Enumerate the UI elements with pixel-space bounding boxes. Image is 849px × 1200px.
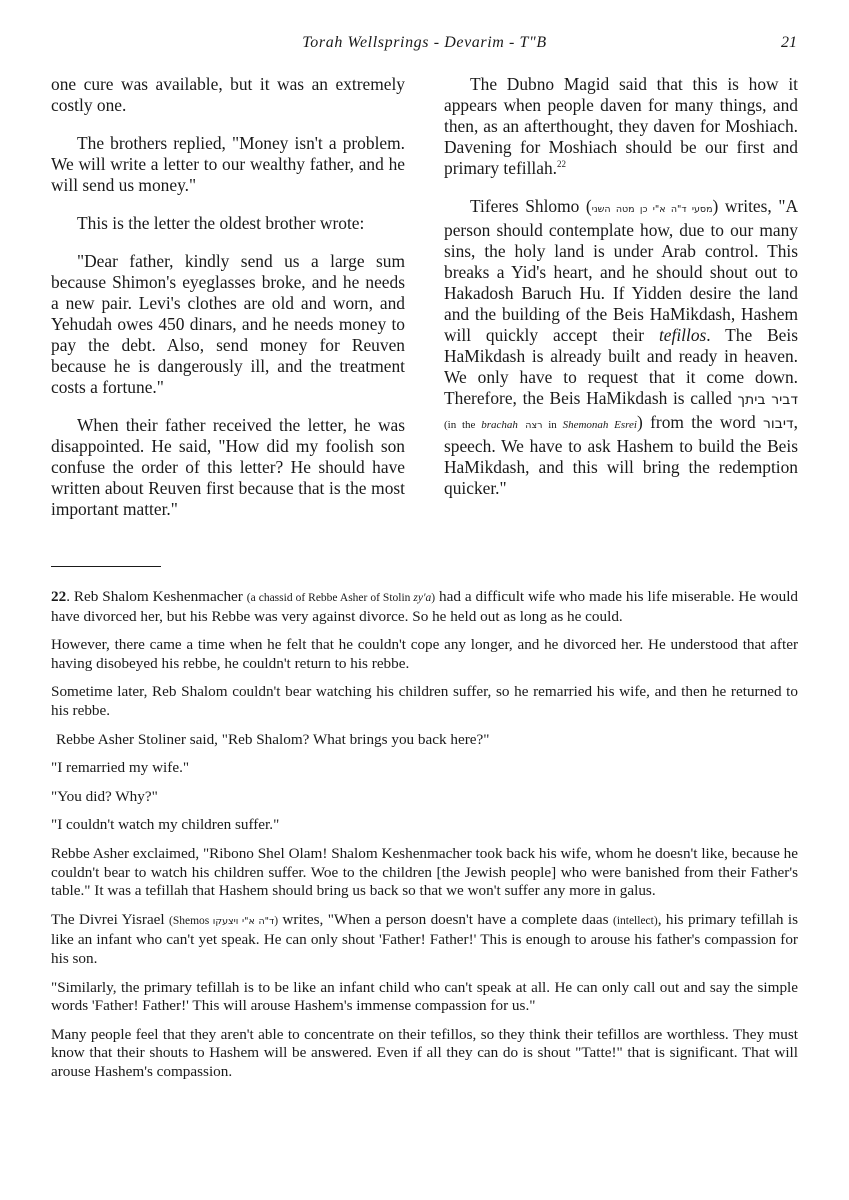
hebrew-term: דביר ביתך: [737, 392, 798, 408]
text-run: had a difficult wife who made his life miserable. He would have divorced her, but his Rebbe was very against divorce. So he held out as long as he could.: [51, 588, 799, 625]
text-run: ): [274, 914, 279, 927]
text-run: writes, "When a person doesn't have a complete daas: [278, 910, 613, 928]
italic-term: brachah: [481, 419, 518, 431]
text-run: Tiferes Shlomo (: [470, 196, 592, 216]
hebrew-source-citation: מסעי ד"ה א"י כן מטה השני: [591, 204, 713, 215]
footnote-separator: [51, 566, 161, 567]
footnote-number: 22: [51, 588, 67, 605]
text-run: ) writes, "A person should contemplate how, due to our many sins, the holy land is under Arab control. This breaks a Yid's heart, and he should shout out to Hakadosh Baruch Hu. If Yidden desire the land and the building of the Beis HaMikdash, Hashem will quickly accept their: [444, 196, 798, 345]
paragraph: [444, 196, 798, 499]
italic-term: tefillos: [658, 325, 707, 345]
footnote-paragraph: [51, 911, 798, 969]
footnote-reference: 22: [557, 159, 566, 170]
footnote-paragraph: Rebbe Asher Stoliner said, "Reb Shalom? What brings you back here?": [56, 730, 490, 748]
hebrew-term: דיבור: [763, 416, 794, 432]
footnote-paragraph: [51, 588, 798, 626]
text-run: ) from the word: [636, 412, 764, 432]
text-run: The Divrei Yisrael: [51, 910, 170, 928]
text-run: (in the: [444, 419, 482, 431]
paragraph: The brothers replied, "Money isn't a problem. We will write a letter to our wealthy father, and he will send us money.": [51, 133, 405, 195]
italic-term: Shemonah Esrei: [562, 419, 637, 431]
paragraph: When their father received the letter, he was disappointed. He said, "How did my foolish son confuse the order of this letter? He should have written about Reuven first because that is the most important matter.": [51, 415, 405, 519]
footnote-paragraph: "I couldn't watch my children suffer.": [51, 816, 280, 834]
hebrew-source-citation: ד"ה א"י ויצעקו: [212, 915, 275, 927]
paragraph: [444, 74, 798, 179]
hebrew-term: רצה: [525, 420, 543, 431]
footnote-paragraph: However, there came a time when he felt that he couldn't cope any longer, and he divorced her. He understood that after having disobeyed his rebbe, he couldn't return to his rebbe.: [51, 636, 798, 672]
footnotes: [51, 588, 798, 1091]
page-number: 21: [781, 34, 797, 51]
text-run: in: [542, 419, 563, 431]
text-run: (a chassid of Rebbe Asher of Stolin: [246, 592, 414, 604]
text-run: , speech. We have to ask Hashem to build the Beis HaMikdash, and this will bring the redemption quicker.": [444, 412, 798, 498]
text-run: , his primary tefillah is like an infant who can't yet speak. He can only shout 'Father! Father!' This is enough to arouse his father's compassion for his son.: [51, 910, 798, 967]
text-run: (Shemos: [169, 914, 213, 927]
text-run: . Reb Shalom Keshenmacher: [66, 588, 247, 605]
left-column: [51, 74, 405, 537]
footnote-paragraph: Rebbe Asher exclaimed, "Ribono Shel Olam! Shalom Keshenmacher took back his wife, whom he doesn't like, because he couldn't bear to watch his children suffer. Woe to the children [the Jewish people] who were banished from their Father's table." It was a tefillah that Hashem should bring us back so that we won't suffer any more in galus.: [51, 844, 798, 900]
footnote-paragraph: "I remarried my wife.": [51, 759, 190, 777]
text-run: ): [431, 592, 436, 604]
footnote-paragraph: Many people feel that they aren't able to concentrate on their tefillos, so they think their tefillos are worthless. They must know that their shouts to Hashem will be answered. Even if all they can do is shout "Tatte!" that is significant. That will arouse Hashem's compassion.: [51, 1025, 798, 1080]
text-run: (intellect): [612, 914, 658, 927]
paragraph: one cure was available, but it was an extremely costly one.: [51, 74, 405, 115]
footnote-paragraph: "You did? Why?": [51, 787, 158, 805]
footnote-paragraph: Sometime later, Reb Shalom couldn't bear watching his children suffer, so he remarried his wife, and then he returned to his rebbe.: [51, 683, 798, 719]
paragraph-text: The Dubno Magid said that this is how it appears when people daven for many things, and then, as an afterthought, they daven for Moshiach. Davening for Moshiach should be our first and primary tefillah.: [444, 74, 798, 178]
running-header: [0, 34, 849, 58]
paragraph: This is the letter the oldest brother wrote:: [77, 213, 365, 233]
text-run: . The Beis HaMikdash is already built and ready in heaven. We only have to request that it come down. Therefore, the Beis HaMikdash is called: [444, 325, 798, 408]
paragraph: "Dear father, kindly send us a large sum because Shimon's eyeglasses broke, and he needs a new pair. Levi's clothes are old and worn, and Yehudah owes 450 dinars, and he needs money to pay the debt. Also, send money for Reuven because he is dangerously ill, and the treatment costs a fortune.": [51, 251, 405, 397]
right-column: [444, 74, 798, 516]
italic-term: zy'a: [413, 592, 432, 604]
footnote-paragraph: "Similarly, the primary tefillah is to be like an infant child who can't speak at all. He can only call out and say the simple words 'Father! Father!' This will arouse Hashem's immense compassion for us.": [51, 978, 798, 1015]
running-title: Torah Wellsprings - Devarim - T"B: [302, 34, 547, 51]
